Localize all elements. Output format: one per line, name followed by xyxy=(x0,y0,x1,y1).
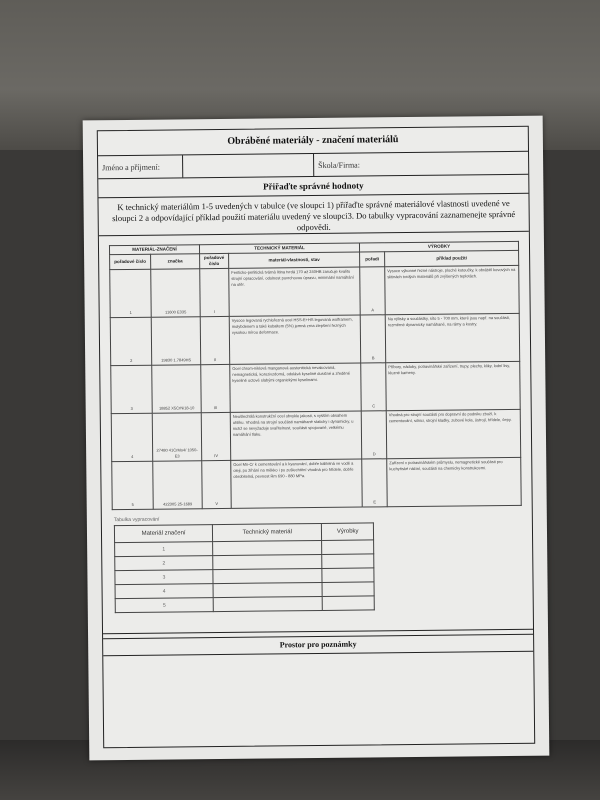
material-code: 27480 41CrMo4/ 1050-E3 xyxy=(152,413,201,462)
material-code: 11600 E335 xyxy=(151,269,200,318)
answer-number: 2 xyxy=(115,556,213,571)
row-number: 2 xyxy=(110,317,152,365)
material-number: I xyxy=(200,268,230,316)
material-code: 19830 1.7849HS xyxy=(151,317,200,366)
answer-number: 4 xyxy=(115,584,213,599)
table-row xyxy=(112,457,521,509)
product-letter: D xyxy=(361,411,387,459)
product-letter: B xyxy=(360,315,386,363)
material-property: Vysoce legovaná rychlořezná ocel HSS-E+HS legovaná wolframem, molybdenem a také kobaltem (5%) jemná zrna zlepšení řezných vysokou mírou deformace. xyxy=(229,315,360,364)
name-label: Jméno a příjmení: xyxy=(98,155,183,178)
product-example: Vhodná pro strojní součásti pro dopravní do podniku zboží, k cementování, silnici, strojní kladky, zubové kola, ústrojí, hřídele, čepy. xyxy=(386,409,520,458)
product-example: Vysoce výkonné řezné nástroje, ploché kotoučky, k obráběl kovových na slitinách tvrdých materiálů při zvýšených teplotách. xyxy=(385,265,519,314)
table-row xyxy=(111,409,520,461)
answer-cell-prod[interactable] xyxy=(323,596,375,611)
answer-cell-prod[interactable] xyxy=(322,554,374,569)
answer-cell-prod[interactable] xyxy=(322,540,374,555)
material-number: II xyxy=(200,316,230,364)
worksheet-frame xyxy=(97,126,535,748)
answers-header-tech: Technický materiál xyxy=(213,523,322,541)
material-number: III xyxy=(201,364,231,412)
product-example: Na výlisky a součástky, síto 5 - 700 mm, které jsou např. na součásti, rozměrné dynamicky namáhané, na rámy a kostry. xyxy=(385,313,519,362)
worksheet-title: Obráběné materiály - značení materiálů xyxy=(98,127,528,157)
row-number: 5 xyxy=(112,461,154,509)
answer-cell-prod[interactable] xyxy=(322,568,374,583)
product-example: Zařízení v potravinářském průmyslu, nemagnetické součásti pro kuchyňské náčiní, součásti na chemicky konstrukcemi. xyxy=(387,457,521,506)
product-letter: C xyxy=(361,363,387,411)
header-technical: TECHNICKÝ MATERIÁL xyxy=(199,243,359,254)
paper-sheet xyxy=(83,116,550,761)
material-code: 18852 X5CrNi18-10 xyxy=(152,365,201,414)
answers-header-prod: Výrobky xyxy=(322,523,374,541)
header-marking: MATERIÁL-ZNAČENÍ xyxy=(109,245,199,255)
header-property: materiál-vlastnosti, stav xyxy=(229,252,360,268)
table-row xyxy=(111,361,520,413)
answer-cell-tech[interactable] xyxy=(213,596,322,611)
assignment-title: Přiřaďte správné hodnoty xyxy=(98,175,528,199)
answer-number: 1 xyxy=(115,542,213,557)
instructions: K technický materiálům 1-5 uvedených v tabulce (ve sloupci 1) přiřaďte správné materiálové vlastnosti uvedené ve sloupci 2 a odpovídající příklad použití materiálu uvedený ve sloupci3. Do tabulky vypracování zaznamenejte správné odpovědi. xyxy=(98,194,528,237)
answer-number: 3 xyxy=(115,570,213,585)
header-products: VÝROBKY xyxy=(359,241,518,252)
materials-table xyxy=(109,241,522,510)
material-number: V xyxy=(202,460,232,508)
answers-table xyxy=(114,522,375,613)
notes-title: Prostor pro poznámky xyxy=(103,635,533,657)
answers-label: Tabulka vypracování xyxy=(113,516,160,524)
material-number: IV xyxy=(201,412,231,460)
answer-number: 5 xyxy=(115,598,213,613)
product-letter: A xyxy=(360,267,386,315)
row-number: 1 xyxy=(110,269,152,317)
answer-cell-tech[interactable] xyxy=(213,582,322,597)
material-property: Ocel chrom-niklová manganová austenitická nevalcovaná, nemagnetická, korozivzdorná, odolává kyselině dusičné a zředěné kyselině octové slabými organickými kyselinami. xyxy=(230,363,361,412)
header-example: příklad použití xyxy=(385,250,519,266)
answer-cell-prod[interactable] xyxy=(322,582,374,597)
table-row xyxy=(110,265,519,317)
table-row xyxy=(110,313,519,365)
header-order-3: pořadí xyxy=(360,252,385,267)
row-number: 3 xyxy=(111,365,153,413)
row-number: 4 xyxy=(111,413,153,461)
header-mark: značka xyxy=(151,254,200,270)
header-order: pořadové číslo xyxy=(110,254,151,269)
school-label: Škola/Firma: xyxy=(318,160,360,170)
answer-cell-tech[interactable] xyxy=(213,568,322,583)
product-letter: E xyxy=(362,459,388,507)
material-property: Ocel Mn-Cr k cementování a k kyanování, dobře kalitelná ve vodě a oleji, po žíhání na měkko i po zušlechtění vhodná pro hřídele, dobře obrobitelná, pevnost Rm 690 - 880 MPa. xyxy=(231,459,362,508)
name-field[interactable] xyxy=(183,154,314,177)
header-order-2: pořadové číslo xyxy=(200,253,229,268)
answer-cell-tech[interactable] xyxy=(213,554,322,569)
material-code: 422305 25-1689 xyxy=(153,461,202,510)
material-property: Neušlechtilá konstrukční ocel obvykle jakosti, s vyšším obsahem uhlíku. Vhodná na strojní součásti namáhané staticky i dynamicky, u nichž se nevyžaduje svařitelnost, součásti spojované, velkému namáhání tlaku. xyxy=(230,411,361,460)
answer-cell-tech[interactable] xyxy=(213,540,322,555)
answers-header-mark: Materiál značení xyxy=(114,525,212,543)
answer-row xyxy=(115,596,374,613)
material-property: Feriticko-perlitická tvárná litina tvrdá 170 až 240HB zaručuje kvalitu strojní opracování, odolnost povrchovou úpravu, minimální namáhání na otěr. xyxy=(229,267,360,316)
product-example: Příbory, nádoby, potravinářské zařízení, trupy, plechy, kliky, lodní lisy, kluzné kameny. xyxy=(386,361,520,410)
